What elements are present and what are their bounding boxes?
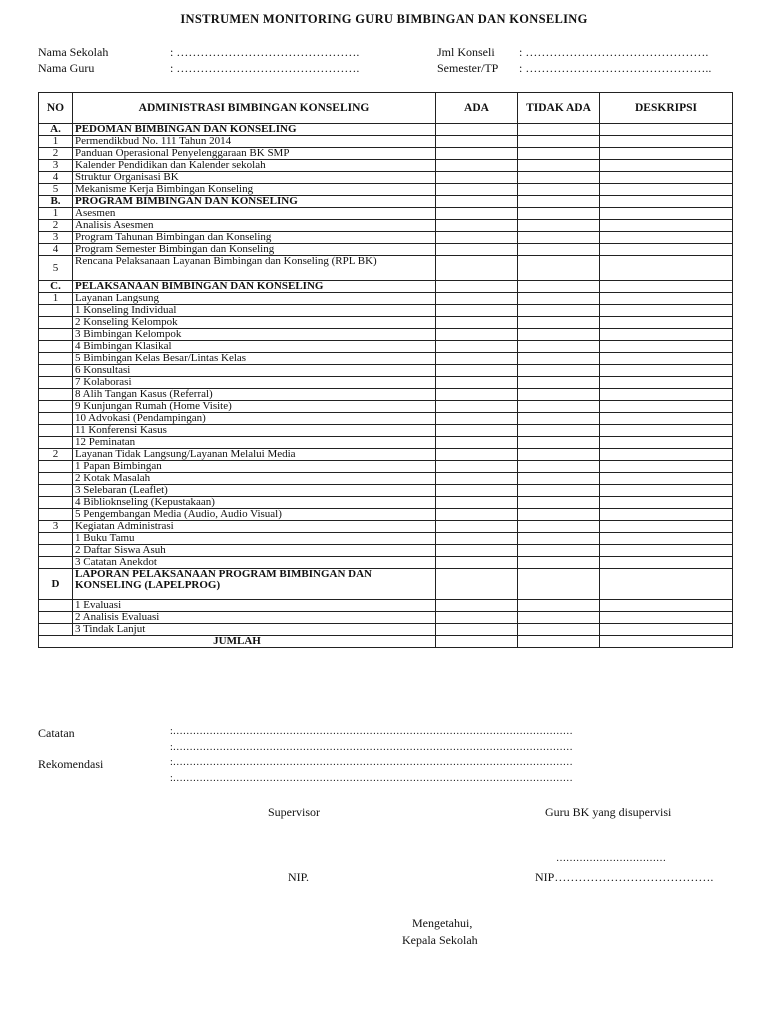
cell-deskripsi[interactable]	[600, 160, 733, 172]
cell-tidak-ada[interactable]	[518, 341, 600, 353]
row-no	[39, 557, 73, 569]
row-no: 1	[39, 136, 73, 148]
cell-ada[interactable]	[436, 160, 518, 172]
cell-ada[interactable]	[436, 148, 518, 160]
row-label: Program Semester Bimbingan dan Konseling	[73, 244, 436, 256]
cell-ada[interactable]	[436, 521, 518, 533]
cell-ada[interactable]	[436, 293, 518, 305]
table-row	[39, 401, 733, 413]
table-row	[39, 148, 733, 160]
cell-tidak-ada[interactable]	[518, 136, 600, 148]
cell-tidak-ada[interactable]	[518, 545, 600, 557]
row-label: 3 Tindak Lanjut	[73, 624, 436, 636]
cell-tidak-ada[interactable]	[518, 473, 600, 485]
table-row	[39, 136, 733, 148]
table-row	[39, 184, 733, 196]
row-no: 3	[39, 160, 73, 172]
cell-ada[interactable]	[436, 329, 518, 341]
row-no: 1	[39, 208, 73, 220]
table-row	[39, 612, 733, 624]
cell-tidak-ada[interactable]	[518, 461, 600, 473]
table-row	[39, 365, 733, 377]
row-label: 5 Bimbingan Kelas Besar/Lintas Kelas	[73, 353, 436, 365]
cell-ada[interactable]	[436, 317, 518, 329]
row-no	[39, 413, 73, 425]
row-no	[39, 401, 73, 413]
table-row	[39, 160, 733, 172]
cell-deskripsi[interactable]	[600, 533, 733, 545]
section-label: PEDOMAN BIMBINGAN DAN KONSELING	[73, 124, 436, 136]
cell-deskripsi[interactable]	[600, 329, 733, 341]
cell-ada[interactable]	[436, 401, 518, 413]
row-label: Layanan Tidak Langsung/Layanan Melalui Media	[73, 449, 436, 461]
cell-tidak-ada[interactable]	[518, 437, 600, 449]
table-row	[39, 208, 733, 220]
row-no	[39, 485, 73, 497]
table-row	[39, 449, 733, 461]
row-no	[39, 389, 73, 401]
cell-tidak-ada[interactable]	[518, 401, 600, 413]
cell-ada[interactable]	[436, 184, 518, 196]
row-no: B.	[39, 196, 73, 208]
row-label: Mekanisme Kerja Bimbingan Konseling	[73, 184, 436, 196]
row-label: Kegiatan Administrasi	[73, 521, 436, 533]
cell-deskripsi[interactable]	[600, 293, 733, 305]
row-label: 1 Buku Tamu	[73, 533, 436, 545]
row-no	[39, 353, 73, 365]
cell-ada[interactable]	[436, 545, 518, 557]
cell-ada[interactable]	[436, 533, 518, 545]
cell-ada[interactable]	[436, 497, 518, 509]
row-label: 3 Catatan Anekdot	[73, 557, 436, 569]
jml-konseli-value: : ……………………………………….	[519, 45, 709, 59]
cell-tidak-ada[interactable]	[518, 485, 600, 497]
cell-tidak-ada[interactable]	[518, 413, 600, 425]
cell-deskripsi[interactable]	[600, 425, 733, 437]
row-no	[39, 473, 73, 485]
cell-deskripsi[interactable]	[600, 341, 733, 353]
rekomendasi-line-2[interactable]: :…………………………………………………………………………………………………………	[170, 773, 573, 784]
cell-deskripsi[interactable]	[600, 600, 733, 612]
catatan-line-2[interactable]: :…………………………………………………………………………………………………………	[170, 742, 573, 753]
nama-guru-value: : ……………………………………….	[170, 61, 360, 75]
cell-ada[interactable]	[436, 256, 518, 281]
nama-guru-label: Nama Guru	[38, 61, 95, 75]
semester-label: Semester/TP	[437, 61, 499, 75]
cell-tidak-ada[interactable]	[518, 353, 600, 365]
cell-deskripsi[interactable]	[600, 208, 733, 220]
row-label: Asesmen	[73, 208, 436, 220]
cell-tidak-ada[interactable]	[518, 208, 600, 220]
row-no	[39, 497, 73, 509]
cell-deskripsi[interactable]	[600, 136, 733, 148]
cell-ada[interactable]	[436, 600, 518, 612]
cell-ada[interactable]	[436, 232, 518, 244]
cell-deskripsi[interactable]	[600, 612, 733, 624]
cell-deskripsi[interactable]	[600, 220, 733, 232]
cell-ada[interactable]	[436, 413, 518, 425]
cell-tidak-ada[interactable]	[518, 377, 600, 389]
row-label: 2 Konseling Kelompok	[73, 317, 436, 329]
cell-tidak-ada[interactable]	[518, 256, 600, 281]
cell-tidak-ada[interactable]	[518, 184, 600, 196]
cell-tidak-ada[interactable]	[518, 425, 600, 437]
row-no	[39, 425, 73, 437]
row-no: 2	[39, 148, 73, 160]
row-no: 1	[39, 293, 73, 305]
cell-ada[interactable]	[436, 377, 518, 389]
row-label: Program Tahunan Bimbingan dan Konseling	[73, 232, 436, 244]
table-row	[39, 341, 733, 353]
cell-ada[interactable]	[436, 281, 518, 293]
row-no	[39, 365, 73, 377]
row-no: A.	[39, 124, 73, 136]
table-row	[39, 256, 733, 281]
table-row	[39, 329, 733, 341]
row-no	[39, 341, 73, 353]
cell-ada[interactable]	[436, 136, 518, 148]
row-label: Permendikbud No. 111 Tahun 2014	[73, 136, 436, 148]
row-no: 2	[39, 220, 73, 232]
cell-deskripsi[interactable]	[600, 377, 733, 389]
cell-deskripsi[interactable]	[600, 148, 733, 160]
cell-tidak-ada[interactable]	[518, 124, 600, 136]
section-row-d	[39, 569, 733, 600]
row-label: 5 Pengembangan Media (Audio, Audio Visual)	[73, 509, 436, 521]
cell-tidak-ada[interactable]	[518, 329, 600, 341]
table-row	[39, 624, 733, 636]
mengetahui-label: Mengetahui,	[412, 916, 473, 930]
cell-ada[interactable]	[436, 449, 518, 461]
cell-ada[interactable]	[436, 557, 518, 569]
cell-deskripsi[interactable]	[600, 256, 733, 281]
cell-deskripsi[interactable]	[600, 305, 733, 317]
cell-deskripsi[interactable]	[600, 244, 733, 256]
row-no	[39, 600, 73, 612]
table-row	[39, 557, 733, 569]
cell-ada[interactable]	[436, 208, 518, 220]
table-row	[39, 293, 733, 305]
row-no	[39, 461, 73, 473]
cell-ada[interactable]	[436, 485, 518, 497]
cell-ada[interactable]	[436, 473, 518, 485]
cell-tidak-ada[interactable]	[518, 196, 600, 208]
row-no	[39, 545, 73, 557]
monitoring-table	[38, 92, 733, 648]
cell-ada[interactable]	[436, 220, 518, 232]
total-row	[39, 636, 733, 648]
row-label: 1 Konseling Individual	[73, 305, 436, 317]
jml-konseli-label: Jml Konseli	[437, 45, 495, 59]
table-header-row	[39, 93, 733, 124]
semester-value: : ………………………………………..	[519, 61, 712, 75]
header-no: NO	[39, 93, 73, 124]
table-row	[39, 533, 733, 545]
section-row-b	[39, 196, 733, 208]
table-row	[39, 220, 733, 232]
cell-tidak-ada[interactable]	[518, 449, 600, 461]
row-no: 3	[39, 232, 73, 244]
cell-deskripsi[interactable]	[600, 485, 733, 497]
supervisor-label: Supervisor	[268, 805, 320, 819]
cell-tidak-ada[interactable]	[518, 509, 600, 521]
row-label: 12 Peminatan	[73, 437, 436, 449]
header-admin: ADMINISTRASI BIMBINGAN KONSELING	[73, 93, 436, 124]
cell-deskripsi[interactable]	[600, 636, 733, 648]
cell-ada[interactable]	[436, 612, 518, 624]
cell-deskripsi[interactable]	[600, 281, 733, 293]
nama-sekolah-value: : ……………………………………….	[170, 45, 360, 59]
cell-tidak-ada[interactable]	[518, 636, 600, 648]
catatan-label: Catatan	[38, 726, 75, 740]
cell-ada[interactable]	[436, 569, 518, 600]
table-row	[39, 509, 733, 521]
table-row	[39, 600, 733, 612]
cell-deskripsi[interactable]	[600, 461, 733, 473]
cell-tidak-ada[interactable]	[518, 365, 600, 377]
cell-ada[interactable]	[436, 305, 518, 317]
table-row	[39, 497, 733, 509]
cell-ada[interactable]	[436, 196, 518, 208]
row-label: 1 Papan Bimbingan	[73, 461, 436, 473]
row-label: Rencana Pelaksanaan Layanan Bimbingan dan Konseling (RPL BK)	[73, 256, 436, 281]
cell-deskripsi[interactable]	[600, 569, 733, 600]
cell-ada[interactable]	[436, 425, 518, 437]
nama-sekolah-label: Nama Sekolah	[38, 45, 109, 59]
row-no	[39, 329, 73, 341]
cell-ada[interactable]	[436, 509, 518, 521]
row-label: Layanan Langsung	[73, 293, 436, 305]
row-no: 5	[39, 256, 73, 281]
table-row	[39, 353, 733, 365]
row-label: 6 Konsultasi	[73, 365, 436, 377]
row-label: 4 Biblioknseling (Kepustakaan)	[73, 497, 436, 509]
cell-deskripsi[interactable]	[600, 449, 733, 461]
table-row	[39, 545, 733, 557]
row-no	[39, 305, 73, 317]
guru-bk-label: Guru BK yang disupervisi	[545, 805, 672, 819]
cell-deskripsi[interactable]	[600, 497, 733, 509]
cell-ada[interactable]	[436, 389, 518, 401]
table-row	[39, 413, 733, 425]
cell-tidak-ada[interactable]	[518, 521, 600, 533]
cell-deskripsi[interactable]	[600, 317, 733, 329]
table-row	[39, 232, 733, 244]
cell-deskripsi[interactable]	[600, 624, 733, 636]
table-row	[39, 425, 733, 437]
row-no: 4	[39, 172, 73, 184]
section-label: PELAKSANAAN BIMBINGAN DAN KONSELING	[73, 281, 436, 293]
cell-deskripsi[interactable]	[600, 521, 733, 533]
cell-tidak-ada[interactable]	[518, 317, 600, 329]
table-row	[39, 389, 733, 401]
row-label: Kalender Pendidikan dan Kalender sekolah	[73, 160, 436, 172]
rekomendasi-line-1[interactable]: :…………………………………………………………………………………………………………	[170, 757, 573, 768]
document-title: INSTRUMEN MONITORING GURU BIMBINGAN DAN KONSELING	[180, 12, 588, 26]
cell-tidak-ada[interactable]	[518, 389, 600, 401]
header-tidak-ada	[518, 93, 600, 124]
row-no: 2	[39, 449, 73, 461]
row-label: Analisis Asesmen	[73, 220, 436, 232]
cell-tidak-ada[interactable]	[518, 232, 600, 244]
row-no	[39, 317, 73, 329]
table-row	[39, 305, 733, 317]
row-label: 3 Selebaran (Leaflet)	[73, 485, 436, 497]
total-label: JUMLAH	[39, 636, 436, 648]
table-row	[39, 244, 733, 256]
cell-ada[interactable]	[436, 461, 518, 473]
cell-tidak-ada[interactable]	[518, 160, 600, 172]
cell-ada[interactable]	[436, 437, 518, 449]
row-label: 9 Kunjungan Rumah (Home Visite)	[73, 401, 436, 413]
cell-ada[interactable]	[436, 244, 518, 256]
cell-tidak-ada[interactable]	[518, 244, 600, 256]
table-row	[39, 317, 733, 329]
row-no	[39, 612, 73, 624]
cell-deskripsi[interactable]	[600, 437, 733, 449]
cell-deskripsi[interactable]	[600, 184, 733, 196]
cell-deskripsi[interactable]	[600, 545, 733, 557]
row-no	[39, 437, 73, 449]
cell-tidak-ada[interactable]	[518, 557, 600, 569]
cell-ada[interactable]	[436, 172, 518, 184]
row-no: C.	[39, 281, 73, 293]
cell-tidak-ada[interactable]	[518, 612, 600, 624]
table-row	[39, 473, 733, 485]
row-label: 8 Alih Tangan Kasus (Referral)	[73, 389, 436, 401]
table-row	[39, 437, 733, 449]
cell-deskripsi[interactable]	[600, 232, 733, 244]
row-label: 2 Kotak Masalah	[73, 473, 436, 485]
header-tidak-ada-text: TIDAK ADA	[526, 101, 591, 114]
catatan-line-1[interactable]: :…………………………………………………………………………………………………………	[170, 726, 573, 737]
row-label: 4 Bimbingan Klasikal	[73, 341, 436, 353]
cell-tidak-ada[interactable]	[518, 600, 600, 612]
cell-deskripsi[interactable]	[600, 509, 733, 521]
cell-deskripsi[interactable]	[600, 473, 733, 485]
rekomendasi-label: Rekomendasi	[38, 757, 104, 771]
table-row	[39, 461, 733, 473]
cell-deskripsi[interactable]	[600, 389, 733, 401]
row-no: 4	[39, 244, 73, 256]
cell-tidak-ada[interactable]	[518, 293, 600, 305]
cell-deskripsi[interactable]	[600, 353, 733, 365]
cell-tidak-ada[interactable]	[518, 533, 600, 545]
cell-tidak-ada[interactable]	[518, 220, 600, 232]
cell-deskripsi[interactable]	[600, 124, 733, 136]
cell-deskripsi[interactable]	[600, 172, 733, 184]
row-no: D	[39, 569, 73, 600]
cell-tidak-ada[interactable]	[518, 624, 600, 636]
signature-line: ……………………………	[556, 853, 666, 864]
cell-tidak-ada[interactable]	[518, 569, 600, 600]
row-no: 5	[39, 184, 73, 196]
row-no	[39, 624, 73, 636]
table-row	[39, 485, 733, 497]
row-no	[39, 509, 73, 521]
table-row	[39, 172, 733, 184]
row-label: 7 Kolaborasi	[73, 377, 436, 389]
row-no	[39, 377, 73, 389]
row-label: 2 Analisis Evaluasi	[73, 612, 436, 624]
row-label: 11 Konferensi Kasus	[73, 425, 436, 437]
row-label: 2 Daftar Siswa Asuh	[73, 545, 436, 557]
section-row-a	[39, 124, 733, 136]
row-no	[39, 533, 73, 545]
cell-deskripsi[interactable]	[600, 413, 733, 425]
row-label: 10 Advokasi (Pendampingan)	[73, 413, 436, 425]
kepala-sekolah-label: Kepala Sekolah	[402, 933, 478, 947]
cell-ada[interactable]	[436, 624, 518, 636]
section-label: PROGRAM BIMBINGAN DAN KONSELING	[73, 196, 436, 208]
cell-deskripsi[interactable]	[600, 557, 733, 569]
cell-deskripsi[interactable]	[600, 196, 733, 208]
row-label: Panduan Operasional Penyelenggaraan BK SMP	[73, 148, 436, 160]
cell-ada[interactable]	[436, 341, 518, 353]
section-label: LAPORAN PELAKSANAAN PROGRAM BIMBINGAN DAN KONSELING (LAPELPROG)	[73, 569, 436, 600]
cell-tidak-ada[interactable]	[518, 497, 600, 509]
cell-tidak-ada[interactable]	[518, 148, 600, 160]
cell-tidak-ada[interactable]	[518, 172, 600, 184]
cell-tidak-ada[interactable]	[518, 281, 600, 293]
cell-ada[interactable]	[436, 353, 518, 365]
row-label: 3 Bimbingan Kelompok	[73, 329, 436, 341]
cell-deskripsi[interactable]	[600, 365, 733, 377]
cell-tidak-ada[interactable]	[518, 305, 600, 317]
nip-right: NIP………………………………….	[535, 870, 714, 884]
header-deskripsi: DESKRIPSI	[600, 93, 733, 124]
header-ada: ADA	[436, 93, 518, 124]
cell-deskripsi[interactable]	[600, 401, 733, 413]
table-row	[39, 377, 733, 389]
cell-ada[interactable]	[436, 636, 518, 648]
table-row	[39, 521, 733, 533]
section-row-c	[39, 281, 733, 293]
cell-ada[interactable]	[436, 365, 518, 377]
cell-ada[interactable]	[436, 124, 518, 136]
row-no: 3	[39, 521, 73, 533]
nip-left: NIP.	[288, 870, 310, 884]
row-label: 1 Evaluasi	[73, 600, 436, 612]
row-label: Struktur Organisasi BK	[73, 172, 436, 184]
